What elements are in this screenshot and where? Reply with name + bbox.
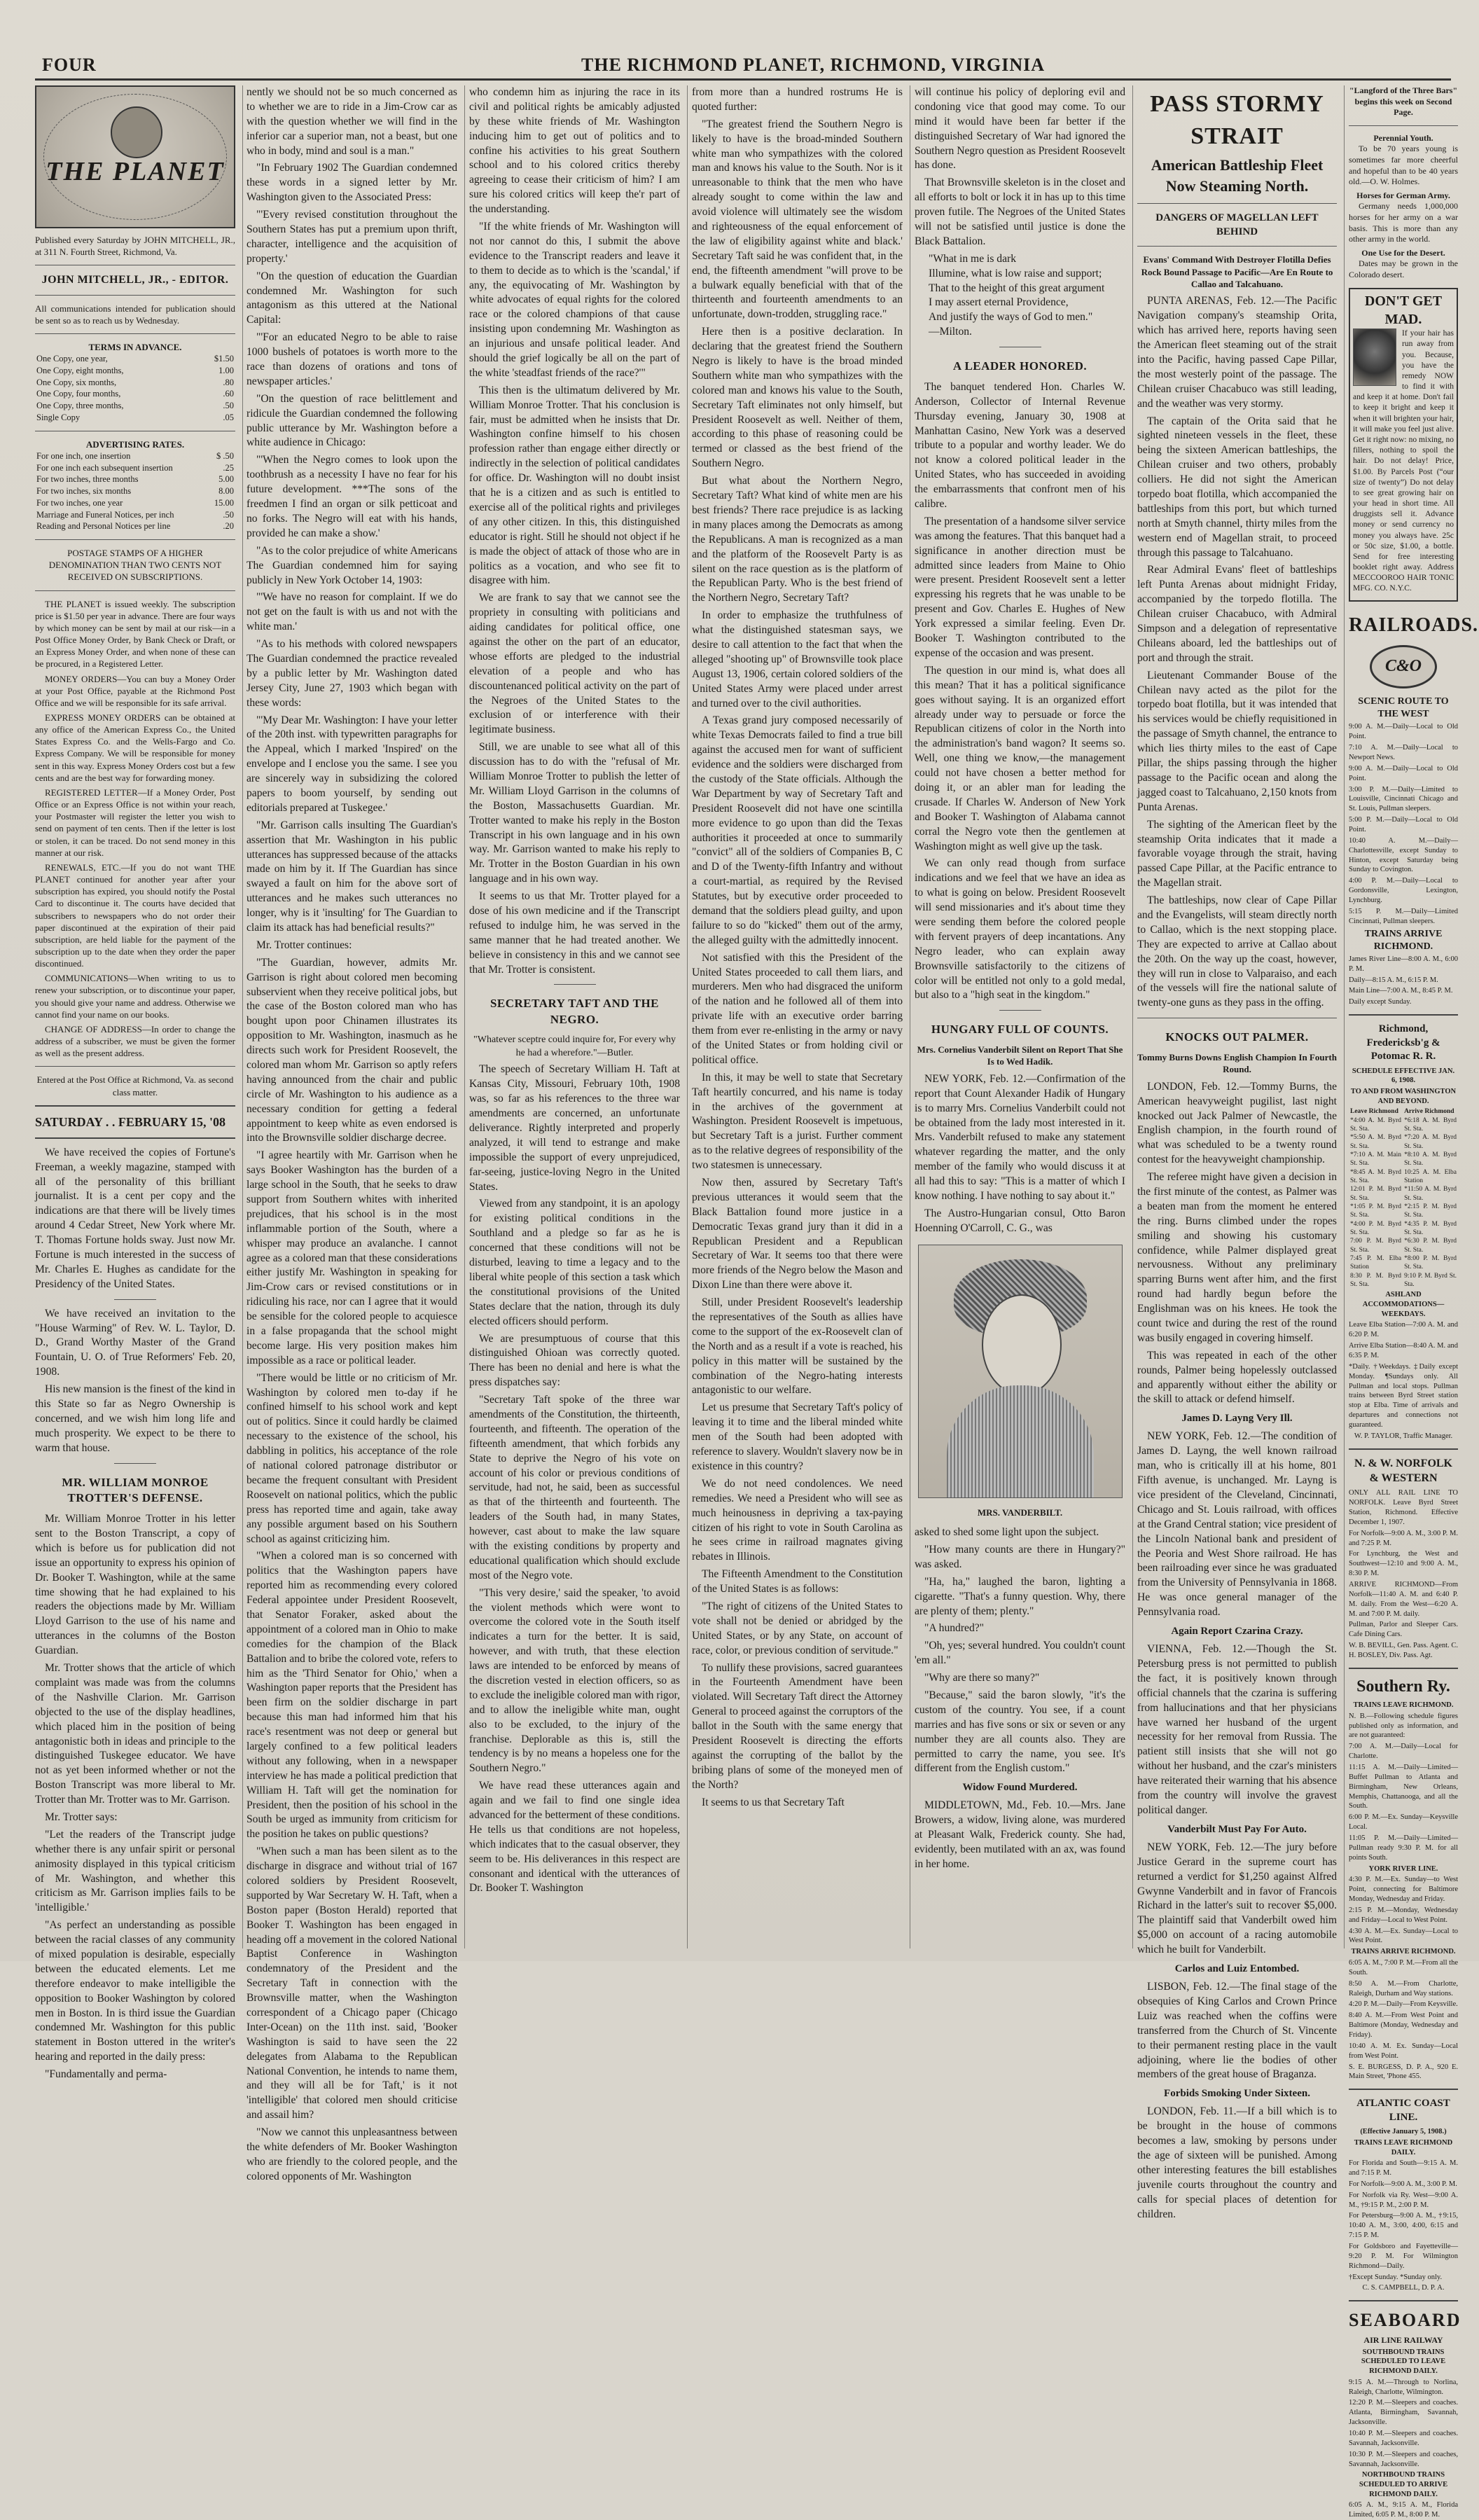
article-paragraph: asked to shed some light upon the subject. [915, 1526, 1099, 1539]
rail-subtitle: TO AND FROM WASHINGTON AND BEYOND. [1350, 1087, 1457, 1105]
article-headline: Again Report Czarina Crazy. [1171, 1626, 1303, 1638]
article-paragraph: Viewed from any standpoint, it is an apology for existing political conditions in the Southland and a pledge so far as he is concerned that these conditions will not be disturbed, leaving to time a legacy and to the liberal white people of this section a task which the constitutional provisions of the United States declare that the nation, through its duly elected officers should perform. [469, 1198, 680, 1327]
list-item: ONLY ALL RAIL LINE TO NORFOLK. Leave Byrd Street Station, Richmond. Effective December 1, 1907. [1349, 1489, 1458, 1526]
article-paragraph: "'My Dear Mr. Washington: I have your letter of the 20th inst. with typewritten paragraphs for the Appeal, which I marked 'Inspired' on the envelope and I enclose you the same. I see you are sincerely way in subsidizing the colored papers to boom yourself, by sending out editorials prepared at Tuskegee.' [246, 714, 457, 814]
list-item: 9:15 A. M.—Through to Norlina, Raleigh, Charlotte, Wilmington. [1349, 2378, 1458, 2396]
article-paragraph: LONDON, Feb. 12.—Tommy Burns, the American heavyweight pugilist, last night knocked out Jack Palmer of Newcastle, the English champion, in the fourth round of what was scheduled to be a twenty round contest for the heavyweight championship. [1137, 1080, 1337, 1166]
list-item: *Daily. †Weekdays. ‡Daily except Monday. ¶Sundays only. All Pullman and local stops. Pullman trains between Byrd Street station stop at Elba. Time of arrivals and departures and connections not guaranteed. [1349, 1362, 1458, 1429]
article-paragraph: "'We have no reason for complaint. If we do not get on the fault is with us and not with the white man.' [246, 591, 457, 633]
filler-text: Germany needs 1,000,000 horses for her army on a war basis. This is more than any other army in the world. [1349, 201, 1458, 244]
co-logo-icon: C&O [1370, 645, 1437, 688]
table-row: 7:00 P. M. Byrd St. Sta. *6:30 P. M. Byrd St. Sta. [1350, 1238, 1457, 1254]
rail-subtitle: SCENIC ROUTE TO THE WEST [1358, 695, 1449, 720]
article-paragraph: "A hundred?" [924, 1622, 985, 1635]
list-item: Main Line—7:00 A. M., 8:45 P. M. [1349, 987, 1453, 995]
article-paragraph: PUNTA ARENAS, Feb. 12.—The Pacific Navigation company's steamship Orita, which has arrived here, reports having seen the American fleet steaming out of the strait into the Pacific, having passed Cape Pillar, the most westerly point of the passage. The Chilean cruiser Chacabuco was still leading, and the weather was very stormy. [1137, 295, 1337, 410]
article-paragraph: "On the question of race belittlement and ridicule the Guardian condemned the following public utterance by Mr. Washington before a white audience in Chicago: [246, 392, 457, 449]
article-deck: DANGERS OF MAGELLAN LEFT BEHIND [1155, 212, 1319, 238]
list-item: 10:40 A. M.—Daily—Charlottesville, except Sunday to Hinton, except Saturday being Sunday to Covington. [1349, 836, 1458, 874]
page-number: FOUR [42, 55, 97, 75]
notice-paragraph: THE PLANET is issued weekly. The subscription price is $1.50 per year in advance. There are four ways by which money can be sent by mail at our risk—in a Post Office Money Order, by Bank Check or Draft, or an Express Money Order, and when none of these can be procured, in a Registered Letter. [35, 598, 235, 670]
article-paragraph: We can only read though from surface indications and we feel that we have an idea as to what is going on below. President Roosevelt will send missionaries and it's about time they were sending them before the colored people with fervent prayers of deep incantations. Any Negro leader, who can explain away Brownsville satisfactorily to the citizens of color will be entitled not only to a gold medal, but also to a "high seat in the kingdom." [915, 857, 1125, 1002]
list-item: 3:00 P. M.—Daily—Limited to Louisville, Cincinnati Chicago and St. Louis, Pullman sleepers. [1349, 785, 1458, 813]
article-paragraph: "When a colored man is so concerned with politics that the Washington papers have reported him as recommending every colored Federal appointee under President Roosevelt, that Senator Foraker, asked about the appointment of a colored man in Ohio to make comedies for the champion of the Black Battalion and to bribe the colored vote, refers to him as the 'Third Senator for Ohio,' when a Washington paper reports that the President has been firm on the soldier discharge in part because this man had informed him that his race's resentment was not deep or general but largely confined to a few political leaders without any following, when in a newspaper interview he has made a political prediction that William H. Taft will get the nomination for President, then the position of his school in the South be urged as immunity from criticism for the position he takes on public questions? [246, 1550, 457, 1841]
article-paragraph: This was repeated in each of the other rounds, Palmer being hopelessly outclassed and apparently without either the ability or the skill to attack or defend himself. [1137, 1349, 1337, 1406]
table-row: Marriage and Funeral Notices, per inch .50 [36, 509, 234, 520]
article-paragraph: "As to his methods with colored newspapers The Guardian condemned the practice revealed by a public letter by Mr. Washington dated Jersey City, June 27, 1903 which began with these words: [246, 638, 457, 709]
list-item: For Goldsboro and Fayetteville—9:20 P. M. For Wilmington Richmond—Daily. [1349, 2243, 1458, 2270]
article-paragraph: Still, under President Roosevelt's leadership the representatives of the South as allies have come to the support of the ex-Roosevelt clan of the North and as a result if a vote is reached, his policy in this matter will be sustained by the combination of the Negro-hating interests antagonistic to our welfare. [692, 1296, 903, 1397]
article-paragraph: The captain of the Orita said that he sighted nineteen vessels in the fleet, these being the sixteen American battleships, the Chilean cruiser and two others, probably colliers. He did not sight the American torpedo boat flotilla, which accompanied the battleships from this port, but which turned north at Smyth channel, thirty miles from the western end of Magellan strait, to proceed through this passage to Talcahuano. [1137, 415, 1337, 559]
list-item: 10:40 P. M.—Sleepers and coaches. Savannah, Jacksonville. [1349, 2429, 1458, 2447]
article-paragraph: Lieutenant Commander Bouse of the Chilean navy acted as the pilot for the torpedo boat flotilla, but it was intended that his services would be chiefly requisitioned in the passage of Smyth channel, the entrance to which lies thirty miles to the east of Cape Pillar, the ships passing through the higher passage to the Pacific ocean and along the jagged coast to Talcahuano, 2,150 knots from Punta Arenas. [1137, 669, 1337, 813]
rail-schedule [1349, 1320, 1458, 1441]
rail-schedule [1349, 1958, 1458, 2082]
table-row: Leave Richmond Arrive Richmond [1350, 1108, 1454, 1116]
portrait-illustration [918, 1245, 1123, 1498]
article-paragraph: "I agree heartily with Mr. Garrison when he says Booker Washington has the burden of a large school in the South, that he seeks to draw support from Southern whites with inherited prejudices, that his school is in the most inflammable portion of the South, where a whisper may produce an avalanche. I cannot agree as a colored man that these considerations either justify Mr. Washington in speaking for Jim-Crow cars or revised constitutions or in ridiculing his race, nor can I agree that it would be sensible for the colored people to acquiesce in a false propaganda that the school might become large. His very position makes him impossible as a race or political leader. [246, 1149, 457, 1366]
article-paragraph: The banquet tendered Hon. Charles W. Anderson, Collector of Internal Revenue Thursday evening, January 30, 1908 at Manhattan Casino, New York was a deserved tribute to a popular and worthy leader. We do not know a colored political leader in the United States, who has succeeded in avoiding the embarrassments that confront men of his calibre. [915, 380, 1125, 511]
article-paragraph: A Texas grand jury composed necessarily of white Texas Democrats failed to find a true bill against the accused men for want of sufficient evidence and the soldiers were discharged from the custody of the State officials. Although the War Department by way of Secretary Taft and President Roosevelt did not have one scintilla more evidence to go upon than did the Texas authorities it proceeded at once to summarily "convict" all of the soldiers of Companies B, C and D of the Twenty-fifth Infantry and without a court-martial, as required by the Revised Statutes, but by executive order proceeded to demand that the soldiers plead guilty, and upon failure to so do "kicked" them out of the army, the alleged guilty with the admittedly innocent. [692, 714, 903, 946]
article-paragraph: MIDDLETOWN, Md., Feb. 10.—Mrs. Jane Browers, a widow, living alone, was murdered at Pleasant Walk, Frederick county. She had, evidently, been mutilated with an ax, was found in her home. [915, 1799, 1125, 1870]
rail-schedule [1349, 2378, 1458, 2470]
list-item: 4:20 P. M.—Daily—From Keysville. [1349, 2000, 1458, 2009]
list-item: For Petersburg—9:00 A. M., †9:15, 10:40 A. M., 3:00, 4:00, 6:15 and 7:15 P. M. [1349, 2212, 1458, 2240]
article-paragraph: "The Guardian, however, admits Mr. Garrison is right about colored men becoming subservient when they receive political jobs, but the case of the Boston colored man who has bought upon poor Chinamen illustrates its opposition to Mr. Washington, inasmuch as he directs such work for President Roosevelt, the colored man whom Mr. Garrison so aptly refers having announced from the chair and public circle of Mr. Washington to his audience as a necessary condition for getting a federal appointment to keep white as even endorsed is into the Brownsville soldier discharge decree. [246, 956, 457, 1144]
article-paragraph: We are presumptuous of course that this distinguished Ohioan was correctly quoted. There has been no denial and here is what the press dispatches say: [469, 1332, 680, 1389]
advertising-title: ADVERTISING RATES. [85, 438, 185, 450]
article-paragraph: "Ha, ha," laughed the baron, lighting a cigarette. "That's a funny question. Why, there are plenty of them; plenty." [915, 1575, 1125, 1617]
table-row: For one inch each subsequent insertion .25 [36, 462, 234, 473]
list-item: N. B.—Following schedule figures published only as information, and are not guaranteed: [1349, 1712, 1458, 1740]
list-item: Daily—8:15 A. M., 6:15 P. M. [1349, 976, 1438, 984]
article-paragraph: The Fifteenth Amendment to the Constitution of the United States is as follows: [692, 1568, 903, 1595]
table-row: *7:10 A. M. Main St. Sta. *8:10 A. M. Byrd St. Sta. [1350, 1151, 1457, 1168]
article-paragraph: "There would be little or no criticism of Mr. Washington by colored men to-day if he confined himself to his school work and kept out of politics. Since it could hardly be claimed necessary to the existence of the school, his dabbling in politics, his acceptance of the role of national colored patronage distributor or became the frequent consultant with President Roosevelt on national politics, which the public press has reported time and again, take away any possible argument based on his Southern school as against criticizing him. [246, 1371, 457, 1545]
article-subheadline: American Battleship Fleet Now Steaming North. [1151, 156, 1324, 195]
article-paragraph: We are frank to say that we cannot see the propriety in consulting with politicians and aiding candidates for political office, one against the other on the part of an educator, whose efforts are pledged to the industrial elevation of a people and who has discountenanced political activity on the part of the Negroes of the United States to the exclusion of or interference with their legitimate business. [469, 592, 680, 736]
masthead: THE RICHMOND PLANET, RICHMOND, VIRGINIA [581, 55, 1046, 75]
article-deck: Mrs. Cornelius Vanderbilt Silent on Report That She Is to Wed Hadik. [917, 1044, 1123, 1067]
article-paragraph: "Mr. Garrison calls insulting The Guardian's assertion that Mr. Washington in his public utterances has suppressed because of the attacks made on him by it. If The Guardian has since swayed a fault on him for the above sort of utterances and he makes such utterances no longer, why is it 'insulting' for The Guardian to claim its attack has had beneficial results?" [246, 819, 457, 934]
list-item: For Norfolk—9:00 A. M., 3:00 P. M. [1349, 2180, 1457, 2188]
rail-schedule-table [1349, 1107, 1458, 1289]
rail-subtitle: TRAINS ARRIVE RICHMOND. [1351, 1948, 1456, 1956]
column-5 [915, 85, 1133, 1948]
article-paragraph: The speech of Secretary William H. Taft at Kansas City, Missouri, February 10th, 1908 was, so far as his references to the three war amendments are concerned, an unfortunate deliverance. Rightly interpreted and properly analyzed, it will tend to estrange and make impossible the support of every unprejudiced, far-seeing, justice-loving Negro in the United States. [469, 1063, 680, 1193]
list-item: Leave Elba Station—7:00 A. M. and 6:20 P. M. [1349, 1321, 1458, 1339]
article-paragraph: "'Every revised constitution throughout the Southern States has put a premium upon thrift, character, intelligence and the acquisition of property.' [246, 209, 457, 265]
list-item: W. P. TAYLOR, Traffic Manager. [1354, 1432, 1453, 1440]
list-item: S. E. BURGESS, D. P. A., 920 E. Main Street, 'Phone 455. [1349, 2063, 1458, 2081]
article-paragraph: The Austro-Hungarian consul, Otto Baron Hoenning O'Carroll, C. G., was [915, 1207, 1125, 1234]
column-4 [692, 85, 910, 1948]
column-3 [469, 85, 688, 1948]
list-item: 7:10 A. M.—Daily—Local to Newport News. [1349, 744, 1458, 761]
article-headline: Carlos and Luiz Entombed. [1174, 1963, 1300, 1975]
article-headline: KNOCKS OUT PALMER. [1165, 1030, 1309, 1044]
article-paragraph: The question in our mind is, what does all this mean? That it has a political significance goes without saying. It is an organized effort already under way to persuade or force the Republican citizens of color in the North into the administration's band wagon? It seems so. Well, one thing we know,—the management could not have chosen a better method for doing it, or an abler man for leading the crusade. If Charles W. Anderson of New York and Booker T. Washington of Alabama cannot corral the Negro vote then the gentlemen at Washington might as well give up the task. [915, 664, 1125, 852]
list-item: For Florida and South—9:15 A. M. and 7:15 P. M. [1349, 2159, 1458, 2178]
list-item: 4:30 A. M.—Ex. Sunday—Local to West Point. [1349, 1927, 1458, 1945]
article-paragraph: "Oh, yes; several hundred. You couldn't count 'em all." [915, 1640, 1125, 1667]
editorial-paragraph: We have received an invitation to the "House Warming" of Rev. W. L. Taylor, D. D., Grand Worthy Master of the Grand Fountain, U. O. of True Reformers' Feb. 20, 1908. [35, 1307, 235, 1378]
editorial-paragraph: We have received the copies of Fortune's Freeman, a weekly magazine, stamped with all of the personality of this brilliant journalist. It is a cent per copy and the indications are that there will be lively times around 4 Cedar Street, New York where Mr. T. Thomas Fortune holds sway. Just now Mr. Fortune is much interested in the success of Mr. Charles E. Hughes as candidate for the Presidency of the United States. [35, 1146, 235, 1290]
article-paragraph: It seems to us that Mr. Trotter played for a dose of his own medicine and if the Transcript refused to indulge him, he was served in the same manner that he had treated another. We believe in consistency in this and we cannot see that Mr. Trotter is consistent. [469, 890, 680, 976]
filler-title: Horses for German Army. [1356, 190, 1450, 200]
filler-text: Dates may be grown in the Colorado desert. [1349, 258, 1458, 279]
rail-schedule [1349, 1875, 1458, 1946]
article-paragraph: To nullify these provisions, sacred guarantees in the Fourteenth Amendment have been violated. Will Secretary Taft direct the Attorney General to proceed against the corruptors of the ballot in the South with the same energy that President Roosevelt is directing the efforts against the corrupting of the ballot by the bribing plans of some of the moneyed men of the North? [692, 1661, 903, 1791]
rail-title: N. & W. NORFOLK & WESTERN [1354, 1457, 1452, 1484]
railroads-title: RAILROADS. [1349, 614, 1479, 636]
rail-title: Richmond, Fredericksb'g & Potomac R. R. [1366, 1023, 1440, 1062]
terms-title: TERMS IN ADVANCE. [88, 342, 182, 353]
article-paragraph: Let us presume that Secretary Taft's policy of leaving it to time and the liberal minded white men of the South had been adopted with reference to slavery. Wouldn't slavery now be in existence in this country? [692, 1401, 903, 1472]
list-item: James River Line—8:00 A. M., 6:00 P. M. [1349, 955, 1458, 973]
editorial-paragraph: His new mansion is the finest of the kind in this State so far as Negro Ownership is concerned, and we wish him long life and much prosperity. We expect to be there to warm that house. [35, 1383, 235, 1454]
article-paragraph: Mr. Trotter continues: [256, 939, 352, 951]
page-header [35, 55, 1451, 81]
article-paragraph: "Because," said the baron slowly, "it's the custom of the country. You see, if a count marries and has five sons or six or seven or any number they are all counts also. They are permitted to carry the name, you see. It's different from the English custom." [915, 1689, 1125, 1775]
communications-notice: All communications intended for publication should be sent so as to reach us by Wednesday. [35, 303, 235, 326]
ad-title: DON'T GET MAD. [1364, 293, 1443, 327]
table-row: *4:00 P. M. Byrd St. Sta. *4:35 P. M. Byrd St. Sta. [1350, 1220, 1457, 1237]
rail-subtitle: YORK RIVER LINE. [1368, 1864, 1438, 1873]
article-paragraph: nently we should not be so much concerned as to whether we are to ride in a Jim-Crow car as with the question whether we will find in the inferior car a superior man, not a beast, but one who in body, mind and soul is a man." [246, 86, 457, 157]
rail-subtitle: NORTHBOUND TRAINS SCHEDULED TO ARRIVE RICHMOND DAILY. [1359, 2471, 1448, 2498]
article-headline: Vanderbilt Must Pay For Auto. [1167, 1823, 1307, 1835]
article-paragraph: "Secretary Taft spoke of the three war amendments of the Constitution, the thirteenth, fourteenth, and fifteenth. The operation of the fifteenth amendment, that which forbids any State to deprive the Negro of his vote on account of his color or previous conditions of servitude, had not, he said, been as successful as that of the thirteenth and fourteenth. The leaders of the South had, in many States, however, cast about to make the law square with the existing conditions by property and educational qualification which should exclude most of the Negro vote. [469, 1394, 680, 1581]
list-item: 6:05 A. M., 7:00 P. M.—From all the South. [1349, 1958, 1458, 1976]
article-paragraph: "The greatest friend the Southern Negro is likely to have is the broad-minded Southern white man who sympathizes with the colored man and knows his value to the South. Nor is it unreasonable to think that the men who have already sought to come within the law and avoid violence will ultimately see the wisdom and righteousness of the equal enforcement of the law of eligibility against white and black.' Secretary Taft said he was confident that, in the end, the fifteenth amendment "will prove to be a bulwark equally beneficial with that of the thirteenth and fourteenth amendments to an unfortunate, down-trodden, struggling race." [692, 118, 903, 321]
article-paragraph: Rear Admiral Evans' fleet of battleships left Punta Arenas about midnight Friday, accompanied by the torpedo flotilla. The Chilean cruiser Chacabuco, with Admiral Simpson and a delegation of representative Chileans aboard, led the battleships out of port and through the strait. [1137, 564, 1337, 664]
filler-title: One Use for the Desert. [1361, 247, 1445, 258]
article-paragraph: VIENNA, Feb. 12.—Though the St. Petersburg press is not permitted to publish the fact, it is positively known through official channels that the czarina is suffering from hallucinations and that her physicians have warned her husband of the urgent necessity for her removal from Russia. The patient still insists that she will not go without her husband, and the czar's ministers have reiterated their warning that his absence from the country will involve the gravest political danger. [1137, 1643, 1337, 1816]
list-item: 6:05 A. M., 9:15 A. M., Florida Limited, 6:05 P. M., 8:00 P. M. [1349, 2501, 1458, 2519]
epigraph: "Whatever sceptre could inquire for, For every why he had a wherefore."—Butler. [473, 1034, 676, 1058]
ad-text: If your hair has run away from you. Because, you have the remedy NOW to find it with and keep it at home. Don't fail to keep it bright and keep it when it will brighten your hair, it will make you feel just alive. Get it right now: no mixing, no fillers, nothing to spoil the hair. Do not delay! Price, $1.00. By Parcels Post (“our size of twenty”) Do not delay to see great growing hair on your head in short time. All druggists sell it. Advance money or send currency no money you always have. 25c or 50c size, $1.00, a bottle. Send for free interesting booklet right away. Address MECCOOROO HAIR TONIC MFG. CO. N.Y.C. [1353, 329, 1454, 593]
table-row: *8:45 A. M. Byrd St. Sta. 10:25 A. M. Elba Station [1350, 1168, 1457, 1185]
notice-paragraph: MONEY ORDERS—You can buy a Money Order at your Post Office, payable at the Richmond Post Office and we will be responsible for its safe arrival. [35, 673, 235, 708]
article-paragraph: The referee might have given a decision in the first minute of the contest, as Palmer was a beaten man from the moment he entered the ring. Burns climbed under the ropes smiling and showing his customary confidence, while Palmer displayed great nervousness. Without any preliminary sparring Burns went after him, and the first round had hardly begun before the Englishman was on his knees. He took the count twice and during the rest of the round was busily engaged in covering himself. [1137, 1171, 1337, 1344]
column-6 [1137, 85, 1345, 2220]
table-row: For two inches, six months 8.00 [36, 486, 234, 497]
article-paragraph: But what about the Northern Negro, Secretary Taft? What kind of white men are his best friends? There race prejudice is as lacking in many places among the Democrats as among the Republicans. A man is recognized as a man and the platform of the Roosevelt Party is as silent on the race question as is the platform of the Republican Party. Who is the best friend of the Northern Negro, Secretary Taft? [692, 475, 903, 604]
column-2 [246, 85, 465, 2182]
article-paragraph: LONDON, Feb. 11.—If a bill which is to be brought in the house of commons becomes a law, smoking by persons under the age of sixteen will be punished. Among other interesting features the bill establishes juvenile courts throughout the country and calls for special places of detention for children. [1137, 2105, 1337, 2220]
poem-quote: "What in me is dark Illumine, what is low raise and support; That to the height of this great argument I may assert eternal Providence, And justify the ways of God to men." —Milton. [929, 252, 1105, 338]
article-headline: HUNGARY FULL OF COUNTS. [931, 1023, 1109, 1037]
ads-column [1349, 85, 1479, 2519]
table-row: One Copy, eight months, 1.00 [36, 365, 234, 375]
table-row: 7:45 P. M. Elba Station *8:00 P. M. Byrd St. Sta. [1350, 1255, 1457, 1271]
list-item: ARRIVE RICHMOND—From Norfolk—11:40 A. M. and 6:40 P. M. daily. From the West—6:20 A. M. and 7:00 P. M. daily. [1349, 1581, 1458, 1618]
rail-title: ATLANTIC COAST LINE. [1356, 2098, 1450, 2123]
article-paragraph: The battleships, now clear of Cape Pillar and the Evangelists, will steam directly north to Callao, which is the next stopping place. They are expected to arrive at Callao about the 20th. On the way up the coast, however, they will run in close to Valparaiso, and each of the vessels will fire the national salute of twenty-one guns as they pass in the offing. [1137, 894, 1337, 1009]
hair-tonic-ad [1349, 288, 1458, 602]
rail-subtitle: (Effective January 5, 1908.) [1360, 2128, 1447, 2136]
article-paragraph: "In February 1902 The Guardian condemned these words in a signed letter by Mr. Washington given to the Associated Press: [246, 162, 457, 204]
list-item: Arrive Elba Station—8:40 A. M. and 6:35 P. M. [1349, 1342, 1458, 1359]
article-headline: James D. Layng Very Ill. [1181, 1413, 1293, 1425]
article-paragraph: "If the white friends of Mr. Washington will not nor cannot do this, I submit the above evidence to the Transcript readers and leave it to them to decide as to which is the 'scandal,' if any, the equivocating of Mr. Washington by white advocates of equal rights for the colored race or the colored champions of that cause insisting upon condemning Mr. Washington as an injurious and unsafe political leader. And should the grief logically be all on the part of the white 'steadfast friends of the race?'" [469, 221, 680, 379]
article-headline: Forbids Smoking Under Sixteen. [1164, 2088, 1310, 2100]
article-paragraph: who condemn him as injuring the race in its civil and political rights be amicably adjusted by these white friends of Mr. Washington inducing him to get out of politics and to confine his activities to his great Southern school and to his colored critics thereby agreeing to cease their criticism of him? I am sure his colored critics will keep the'r part of the understanding. [469, 86, 680, 216]
article-paragraph: This then is the ultimatum delivered by Mr. William Monroe Trotter. That his conclusion is fair, must be admitted when he insists that Dr. Washington confine himself to his chosen profession rather than engage either directly or indirectly in the selection of political candidates for office. Dr. Washington will no doubt insist that he is a citizen and as such is entitled to exercise all of the political rights and privileges of any other citizen. In this, this distinguished educator is right. Still he should not object if he is made the object of attack of those who are in politics as a vocation, and who see fit to disagree with him. [469, 384, 680, 587]
list-item: 5:00 P. M.—Daily—Local to Old Point. [1349, 816, 1458, 833]
advertising-table [35, 450, 235, 532]
rail-schedule [1349, 2500, 1458, 2520]
publisher-notice: Published every Saturday by JOHN MITCHELL, JR., at 311 N. Fourth Street, Richmond, Va. [35, 235, 235, 258]
article-headline: A LEADER HONORED. [952, 359, 1088, 373]
list-item: 9:00 A. M.—Daily—Local to Old Point. [1349, 723, 1458, 741]
table-row: Reading and Personal Notices per line .20 [36, 521, 234, 532]
list-item: 4:00 P. M.—Daily—Local to Gordonsville, Lexington, Lynchburg. [1349, 877, 1458, 904]
list-item: For Lynchburg, the West and Southwest—12:10 and 9:00 A. M., 8:30 P. M. [1349, 1550, 1458, 1578]
article-paragraph: "How many counts are there in Hungary?" was asked. [915, 1543, 1125, 1570]
article-paragraph: That Brownsville skeleton is in the closet and all efforts to bolt or lock it in has up to this time proven futile. The Negroes of the United States will not be satisfied until justice is done the Black Battalion. [915, 176, 1125, 247]
rail-title: SEABOARD [1349, 2310, 1461, 2331]
list-item: Pullman, Parlor and Sleeper Cars. Cafe Dining Cars. [1349, 1621, 1458, 1639]
rail-schedule [1349, 722, 1458, 926]
article-paragraph: "'When the Negro comes to look upon the toothbrush as a necessity I have no fear for his future development. ***The sons of the freedmen I find an organ or silk petticoat and no forks. The Negro will eat with his hands, provided he can make a show.' [246, 454, 457, 539]
article-paragraph: We do not need condolences. We need remedies. We need a President who will see as much heinousness in depriving a tax-paying citizen of his right to vote in South Carolina as he sees crime in railroad magnates giving rebates in Illinois. [692, 1477, 903, 1563]
article-paragraph: NEW YORK, Feb. 12.—The jury before Justice Gerard in the supreme court has returned a verdict for $1,250 against Alfred Gwynne Vanderbilt and in favor of Francois Richard in the latter's suit to recover $5,000. The plaintiff said that Vanderbilt owed him $5,000 on account of a racing automobile which he built for Vanderbilt. [1137, 1841, 1337, 1956]
entered-notice: Entered at the Post Office at Richmond, Va. as second class matter. [36, 1074, 234, 1098]
rail-schedule [1349, 1488, 1458, 1661]
rail-schedule [1349, 955, 1458, 1007]
rail-schedule [1349, 1712, 1458, 1863]
article-paragraph: Here then is a positive declaration. In declaring that the greatest friend the Southern Negro is likely to have is the broad minded Southern white man who sympathizes with the colored man and knows his value to the South, Secretary Taft eliminates not only himself, but President Roosevelt as well. Neither of them, according to this phase of reasoning could be termed or classed as the best friend of the Southern Negro. [692, 326, 903, 470]
list-item: 11:05 P. M.—Daily—Limited—Pullman ready 9:30 P. M. for all points South. [1349, 1834, 1458, 1862]
list-item: 10:40 A. M. Ex. Sunday—Local from West Point. [1349, 2042, 1458, 2060]
table-row: For one inch, one insertion $ .50 [36, 450, 234, 461]
article-paragraph: "When such a man has been silent as to the discharge in disgrace and without trial of 167 colored soldiers by President Roosevelt, supported by War Secretary W. H. Taft, when a Boston paper (Boston Herald) reported that Booker T. Washington has been engaged in heading off a movement in the colored National Baptist Conference in Washington condemnatory of the President and the Secretary Taft in connection with the Brownsville matter, when the Washington correspondent of a Chicago paper (Chicago Inter-Ocean) on the 11th inst. said, 'Booker Washington is said to have seen the 22 delegates from Alabama to the Republican National Convention, he intends to name them, and they will all be for Taft,' is it not 'intelligible' that colored men should criticise and assail him? [246, 1846, 457, 2121]
list-item: 9:00 A. M.—Daily—Local to Old Point. [1349, 764, 1458, 782]
article-paragraph: Still, we are unable to see what all of this discussion has to do with the "refusal of Mr. William Monroe Trotter to publish the letter of Mr. William Lloyd Garrison in the columns of the Boston, Massachusetts Guardian. Mr. Trotter wanted to make his reply in the Boston Transcript in his own language and in his own way. Mr. Garrison wanted to make his reply to Mr. Trotter in the Boston Guardian in his own language and in his own way. [469, 741, 680, 885]
list-item: 5:15 P. M.—Daily—Limited Cincinnati, Pullman sleepers. [1349, 907, 1458, 925]
table-row: 8:30 P. M. Byrd St. Sta. 9:10 P. M. Byrd St. Sta. [1350, 1272, 1457, 1289]
list-item: W. B. BEVILL, Gen. Pass. Agent. C. H. BOSLEY, Div. Pass. Agt. [1349, 1642, 1458, 1660]
article-paragraph: In order to emphasize the truthfulness of what the distinguished statesman says, we desire to call attention to the fact that when the alleged "shooting up" of Brownsville took place August 13, 1906, certain colored soldiers of the United States Army were placed under arrest and turned over to the civil authorities. [692, 609, 903, 709]
article-paragraph: Mr. Trotter says: [45, 1811, 118, 1823]
rail-schedule [1349, 2159, 1458, 2293]
illustration-caption: MRS. VANDERBILT. [977, 1507, 1063, 1518]
table-row: One Copy, six months, .80 [36, 377, 234, 387]
table-row: *5:50 A. M. Byrd St. Sta. *7:20 A. M. Byrd St. Sta. [1350, 1134, 1457, 1150]
article-paragraph: NEW YORK, Feb. 12.—The condition of James D. Layng, the well known railroad man, who is critically ill at his home, 801 Fifth avenue, is unchanged. Mr. Layng is vice president of the Cleveland, Cincinnati, Chicago and St. Louis railroad, with offices at the Grand Central station; vice president of the Lincoln National bank and president of the Peoria and West Shore railroad. He has been railroading ever since he was graduated from the University of Pennsylvania in 1868. He was once general manager of the Pennsylvania road. [1137, 1430, 1337, 1619]
table-row: One Copy, one year, $1.50 [36, 354, 234, 364]
article-paragraph: It seems to us that Secretary Taft [702, 1796, 845, 1808]
notice-paragraph: EXPRESS MONEY ORDERS can be obtained at any office of the American Express Co., the United States Express Co. and the Wells-Fargo and Co. Express Company. We will be responsible for money sent in this way. Express Money Orders cost but a few cents and are the best way for forwarding money. [35, 712, 235, 783]
article-paragraph: "As perfect an understanding as possible between the racial classes of any community of mixed population is desirable, especially between the educated elements. Let me therefore endeavor to make intelligible the opposition to Booker Washington by colored men in Boston. In is third issue the Guardian condemned Mr. Washington for this public statement in Boston uttered in the writer's hearing and reported in the daily press: [35, 1919, 235, 2063]
list-item: 12:20 P. M.—Sleepers and coaches. Atlanta, Birmingham, Savannah, Jacksonville. [1349, 2399, 1458, 2427]
article-paragraph: Mr. Trotter shows that the article of which complaint was made was from the columns of the Nashville Clarion. Mr. Garrison objected to the use of the display headlines, which placed him in the position of being antagonistic both in ideas and principle to the distinguished Tuskegee educator. We have not as yet been informed whether or not the Boston Transcript was more liberal to Mr. Trotter than Mr. Trotter was to Mr. Garrison. [35, 1662, 235, 1806]
article-paragraph: will continue his policy of deploring evil and condoning vice that good may come. To our mind it would have been far better if the distinguished Secretary of War had ignored the Southern Negro question as President Roosevelt has done. [915, 86, 1126, 172]
article-paragraph: "Now we cannot this unpleasantness between the white defenders of Mr. Booker Washington who are friendly to the colored people, and the colored opponents of Mr. Washington [246, 2126, 457, 2182]
article-headline: Widow Found Murdered. [962, 1782, 1078, 1794]
rail-subtitle: TRAINS LEAVE RICHMOND. [1353, 1701, 1454, 1710]
issue-dateline: SATURDAY . . FEBRUARY 15, '08 [35, 1114, 226, 1129]
table-row: For two inches, three months 5.00 [36, 474, 234, 485]
article-paragraph: We have read these utterances again and again and we fail to find one single idea advanced for the betterment of these conditions. He tells us that conditions are not hopeless, which indicates that to the casual observer, they seem to be. His deliverances in this respect are consonant and identical with the utterances of Dr. Booker T. Washington [469, 1780, 680, 1895]
postage-notice: POSTAGE STAMPS OF A HIGHER DENOMINATION THAN TWO CENTS NOT RECEIVED ON SUBSCRIPTIONS. [48, 548, 222, 583]
article-paragraph: "The right of citizens of the United States to vote shall not be denied or abridged by the United States, or by any State, on account of race, color, or previous condition of servitude." [692, 1600, 903, 1656]
notice-paragraph: RENEWALS, ETC.—If you do not want THE PLANET continued for another year after your subscription has expired, you should notify the Postal Card to discontinue it. The courts have decided that subscribers to newspapers who do not order their paper discontinued at the expiration of their paid subscription, are held liable for the payment of the subscription up to the date when they order the paper discontinued. [35, 861, 235, 969]
article-headline: SECRETARY TAFT AND THE NEGRO. [489, 997, 660, 1027]
article-paragraph: "'For an educated Negro to be able to raise 1000 bushels of potatoes is worth more to the race than dozens of orations and tons of newspaper articles.' [246, 331, 457, 387]
editor-line: JOHN MITCHELL, JR., - EDITOR. [41, 274, 229, 286]
notice-paragraph: CHANGE OF ADDRESS—In order to change the address of a subscriber, we must be given the former as well as the present address. [35, 1023, 235, 1059]
list-item: 2:15 P. M.—Monday, Wednesday and Friday—Local to West Point. [1349, 1906, 1458, 1924]
article-paragraph: In this, it may be well to state that Secretary Taft heartily concurred, and his name is today in the archives of the government at Washington. President Roosevelt is impetuous, but Secretary Taft is a jurist. Further comment as to the relative degrees of responsibility of the two statesmen is unnecessary. [692, 1071, 903, 1172]
article-paragraph: Mr. William Monroe Trotter in his letter sent to the Boston Transcript, a copy of which is before us for publication did not issue an opportunity to express his opinion of Dr. Booker T. Washington, while at the same time showing that he had explained to his readers the objections made by Mr. William Lloyd Garrison to the use of his name and utterances in the columns of the Boston Guardian. [35, 1513, 235, 1657]
table-row: 12:01 P. M. Byrd St. Sta. *11:50 A. M. Byrd St. Sta. [1350, 1186, 1457, 1202]
article-paragraph: "On the question of education the Guardian condemned Mr. Washington for such antagonism as this uttered at the National Capital: [246, 270, 457, 326]
list-item: 8:40 A. M.—From West Point and Baltimore (Monday, Wednesday and Friday). [1349, 2012, 1458, 2039]
article-paragraph: "Fundamentally and perma- [45, 2068, 167, 2081]
list-item: 4:30 P. M.—Ex. Sunday—to West Point, connecting for Baltimore Monday, Wednesday and Friday. [1349, 1876, 1458, 1903]
article-deck: Tommy Burns Downs English Champion In Fourth Round. [1137, 1051, 1337, 1075]
table-row: One Copy, three months, .50 [36, 401, 234, 411]
terms-table [35, 353, 235, 424]
article-paragraph: "Let the readers of the Transcript judge whether there is any unfair spirit or personal animosity displayed in this typical criticism of Mr. Washington, and whether this criticism as Mr. Garrison implies fails to be 'intelligible.' [35, 1828, 235, 1914]
dog-illustration-icon [1353, 328, 1396, 386]
article-paragraph: The sighting of the American fleet by the steamship Orita indicates that it made a favorable voyage through the strait, having passed Cape Pillar, at the Pacific entrance to the Magellan strait. [1137, 818, 1337, 889]
article-paragraph: "This very desire,' said the speaker, 'to avoid the violent methods which were wont to overcome the colored vote in the South itself indicates a turn for the better. It is said, however, and with truth, that these election laws are intended to be enforced by means of the discretion vested in election officers, so as to exclude the ineligible colored man with rigor, and to allow the ineligible white man, ought also to be excluded, to the injury of the franchise. Deplorable as this is, still the tendency is by no means a hopeless one for the Southern Negro." [469, 1586, 680, 1775]
list-item: C. S. CAMPBELL, D. P. A. [1362, 2284, 1445, 2292]
article-paragraph: LISBON, Feb. 12.—The final stage of the obsequies of King Carlos and Crown Prince Luiz was reached when the coffins were transferred from the Church of St. Vincente to their permanent resting place in the vault adjoining, where lie the bodies of other members of the great house of Braganza. [1137, 1981, 1337, 2081]
serial-notice: "Langford of the Three Bars" begins this week on Second Page. [1349, 85, 1458, 118]
list-item: 6:00 P. M.—Ex. Sunday—Keysville Local. [1349, 1813, 1458, 1832]
list-item: Daily except Sunday. [1349, 998, 1412, 1006]
table-row: For two inches, one year 15.00 [36, 497, 234, 508]
article-paragraph: "As to the color prejudice of white Americans The Guardian condemned him for saying publicly in New York October 14, 1903: [246, 544, 457, 586]
list-item: 7:00 A. M.—Daily—Local for Charlotte. [1349, 1743, 1458, 1761]
article-headline: PASS STORMY STRAIT [1150, 91, 1324, 149]
rail-subtitle: SOUTHBOUND TRAINS SCHEDULED TO LEAVE RICHMOND DAILY. [1361, 2348, 1446, 2376]
rail-subtitle: TRAINS ARRIVE RICHMOND. [1364, 928, 1443, 952]
article-paragraph: NEW YORK, Feb. 12.—Confirmation of the report that Count Alexander Hadik of Hungary is to marry Mrs. Cornelius Vanderbilt could not be obtained from the lady most interested in it. Mrs. Vanderbilt refused to make any statement whatever regarding the matter, and the only member of the family who would discuss it at all had this to say: "This is a matter of which I know nothing. I have nothing to say about it." [915, 1072, 1125, 1203]
article-headline: MR. WILLIAM MONROE TROTTER'S DEFENSE. [62, 1475, 209, 1505]
article-paragraph: from more than a hundred rostrums He is quoted further: [692, 86, 903, 113]
table-row: *4:00 A. M. Byrd St. Sta. *6:18 A. M. Byrd St. Sta. [1350, 1116, 1457, 1133]
planet-globe-icon [111, 106, 162, 158]
list-item: †Except Sunday. *Sunday only. [1349, 2273, 1443, 2281]
notice-paragraph: REGISTERED LETTER—If a Money Order, Post Office or an Express Office is not within your reach, your Postmaster will register the letter you wish to send on payment of ten cents. Then if the letter is lost or stolen, it can be traced. Do not send money in this manner at our risk. [35, 787, 235, 858]
column-1 [35, 85, 243, 2081]
table-row: One Copy, four months, .60 [36, 389, 234, 399]
rail-subtitle: TRAINS LEAVE RICHMOND DAILY. [1354, 2138, 1453, 2156]
notice-paragraph: COMMUNICATIONS—When writing to us to renew your subscription, or to discontinue your paper, you should give your name and address. Otherwise we cannot find your name on our books. [35, 973, 235, 1020]
table-row: *1:05 P. M. Byrd St. Sta. *2:15 P. M. Byrd St. Sta. [1350, 1203, 1457, 1219]
list-item: 8:50 A. M.—From Charlotte, Raleigh, Durham and Way stations. [1349, 1979, 1458, 1998]
article-deck: Evans' Command With Destroyer Flotilla Defies Rock Bound Passage to Pacific—Are En Route to Callao and Talcahuano. [1141, 254, 1333, 290]
rail-title: Southern Ry. [1356, 1677, 1450, 1696]
article-paragraph: Not satisfied with this the President of the United States proceeded to call them liars, and murderers. Men who had disgraced the uniform of the nation and he followed all of them into private life with an executive order barring them from ever re-enlisting in the army or navy of the United States or from holding civil or political office. [692, 951, 903, 1066]
list-item: For Norfolk via Ry. West—9:00 A. M., †9:15 P. M., 2:00 P. M. [1349, 2191, 1458, 2209]
article-paragraph: Now then, assured by Secretary Taft's previous utterances it would seem that the Black Battalion found more justice in a Democratic Texas grand jury than it did in a Republican President and a Republican Secretary of War. It seems too that there were more friends of the Negro below the Mason and Dixon Line than there were above it. [692, 1177, 903, 1292]
rail-subtitle: AIR LINE RAILWAY [1363, 2335, 1443, 2346]
rail-subtitle: ASHLAND ACCOMMODATIONS—WEEKDAYS. [1362, 1291, 1445, 1318]
logo-title: THE PLANET [46, 157, 225, 186]
list-item: 10:30 P. M.—Sleepers and coaches, Savannah, Jacksonville. [1349, 2450, 1458, 2468]
list-item: 11:15 A. M.—Daily—Limited—Buffet Pullman to Atlanta and Birmingham, New Orleans, Memphis, Chattanooga, and all the South. [1349, 1764, 1458, 1811]
table-row: Single Copy .05 [36, 412, 234, 422]
filler-text: To be 70 years young is sometimes far more cheerful and hopeful than to be 40 years old.—O. W. Holmes. [1349, 144, 1458, 187]
article-paragraph: The presentation of a handsome silver service was among the features. That this banquet had a significance in another direction must be admitted since leaders from Maine to Ohio were present. President Roosevelt sent a letter expressing his regrets that he was unable to be present and Gov. Charles E. Hughes of New York expressed a similar feeling. Even Dr. Booker T. Washington contributed to the expense of the occasion and was present. [915, 515, 1125, 659]
list-item: For Norfolk—9:00 A. M., 3:00 P. M. and 7:25 P. M. [1349, 1529, 1458, 1547]
planet-logo [35, 85, 235, 228]
filler-title: Perennial Youth. [1373, 132, 1433, 143]
rail-subtitle: SCHEDULE EFFECTIVE JAN. 6, 1908. [1352, 1067, 1455, 1085]
article-paragraph: "Why are there so many?" [924, 1672, 1040, 1684]
